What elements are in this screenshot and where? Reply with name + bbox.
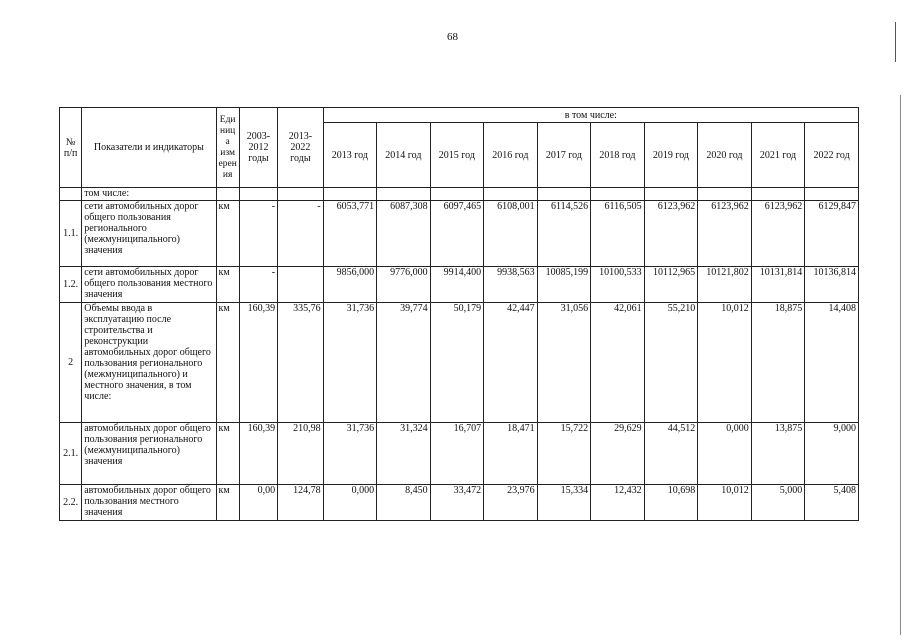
header-period-2013-2022: 2013- 2022 годы bbox=[278, 108, 323, 188]
row-year-value: 9,000 bbox=[805, 423, 859, 485]
header-period-2003-2012: 2003- 2012 годы bbox=[239, 108, 277, 188]
row-year-value: 10121,802 bbox=[698, 267, 752, 303]
row-year-value: 10,012 bbox=[698, 485, 752, 521]
header-year: 2020 год bbox=[698, 123, 752, 188]
row-unit: км bbox=[216, 485, 239, 521]
header-year: 2016 год bbox=[484, 123, 538, 188]
row-year-value: 23,976 bbox=[484, 485, 538, 521]
row-year-value: 6053,771 bbox=[323, 201, 377, 267]
row-label: сети автомобильных дорог общего пользования местного значения bbox=[82, 267, 216, 303]
row-year-value: 16,707 bbox=[430, 423, 484, 485]
row-year-value: 9856,000 bbox=[323, 267, 377, 303]
row-year-value: 6123,962 bbox=[698, 201, 752, 267]
row-year-value: 6108,001 bbox=[484, 201, 538, 267]
row-number: 2.1. bbox=[60, 423, 82, 485]
row-year-value: 8,450 bbox=[377, 485, 431, 521]
row-year-value: 9914,400 bbox=[430, 267, 484, 303]
header-year: 2021 год bbox=[751, 123, 805, 188]
table-row bbox=[60, 423, 859, 485]
row-period-2013-2022: - bbox=[278, 201, 323, 267]
header-year: 2015 год bbox=[430, 123, 484, 188]
row-year-value: 33,472 bbox=[430, 485, 484, 521]
row-label: сети автомобильных дорог общего пользования регионального (межмуниципального) значения bbox=[82, 201, 216, 267]
row-label: автомобильных дорог общего пользования регионального (межмуниципального) значения bbox=[82, 423, 216, 485]
row-year-value: 6129,847 bbox=[805, 201, 859, 267]
row-year-value: 6097,465 bbox=[430, 201, 484, 267]
row-period-2003-2012: - bbox=[239, 201, 277, 267]
row-period-2003-2012: - bbox=[239, 267, 277, 303]
row-year-value: 39,774 bbox=[377, 303, 431, 423]
header-year: 2014 год bbox=[377, 123, 431, 188]
row-label: автомобильных дорог общего пользования местного значения bbox=[82, 485, 216, 521]
row-period-2013-2022 bbox=[278, 267, 323, 303]
row-year-value: 18,471 bbox=[484, 423, 538, 485]
row-year-value: 9776,000 bbox=[377, 267, 431, 303]
header-row-top bbox=[60, 108, 859, 123]
row-year-value: 10112,965 bbox=[644, 267, 698, 303]
row-year-value: 6123,962 bbox=[644, 201, 698, 267]
table-row bbox=[60, 201, 859, 267]
row-unit: км bbox=[216, 267, 239, 303]
header-unit: Еди ниц а изм ерен ия bbox=[216, 108, 239, 188]
row-year-value: 6087,308 bbox=[377, 201, 431, 267]
row-year-value: 9938,563 bbox=[484, 267, 538, 303]
row-year-value: 50,179 bbox=[430, 303, 484, 423]
indicators-table bbox=[59, 107, 859, 521]
table-row bbox=[60, 303, 859, 423]
row-year-value: 29,629 bbox=[591, 423, 645, 485]
header-indicator: Показатели и индикаторы bbox=[82, 108, 216, 188]
row-period-2013-2022: 335,76 bbox=[278, 303, 323, 423]
row-year-value: 42,447 bbox=[484, 303, 538, 423]
row-unit: км bbox=[216, 201, 239, 267]
row-year-value: 31,736 bbox=[323, 303, 377, 423]
row-period-2003-2012: 0,00 bbox=[239, 485, 277, 521]
row-period-2003-2012: 160,39 bbox=[239, 423, 277, 485]
row-year-value: 13,875 bbox=[751, 423, 805, 485]
row-year-value: 6116,505 bbox=[591, 201, 645, 267]
row-year-value: 10131,814 bbox=[751, 267, 805, 303]
row-period-2013-2022: 210,98 bbox=[278, 423, 323, 485]
subheader-row bbox=[60, 188, 859, 201]
row-year-value: 14,408 bbox=[805, 303, 859, 423]
header-year: 2018 год bbox=[591, 123, 645, 188]
row-number: 1.2. bbox=[60, 267, 82, 303]
row-year-value: 0,000 bbox=[698, 423, 752, 485]
scan-edge-line bbox=[900, 95, 901, 635]
subheader-label: том числе: bbox=[82, 188, 216, 201]
table-row bbox=[60, 485, 859, 521]
page-number: 68 bbox=[447, 31, 458, 43]
header-year: 2019 год bbox=[644, 123, 698, 188]
row-number: 2.2. bbox=[60, 485, 82, 521]
header-year: 2022 год bbox=[805, 123, 859, 188]
row-year-value: 10136,814 bbox=[805, 267, 859, 303]
row-number: 1.1. bbox=[60, 201, 82, 267]
row-year-value: 10085,199 bbox=[537, 267, 591, 303]
row-year-value: 5,000 bbox=[751, 485, 805, 521]
row-year-value: 31,736 bbox=[323, 423, 377, 485]
row-period-2003-2012: 160,39 bbox=[239, 303, 277, 423]
row-year-value: 6123,962 bbox=[751, 201, 805, 267]
header-num: № п/п bbox=[60, 108, 82, 188]
row-year-value: 31,056 bbox=[537, 303, 591, 423]
table-row bbox=[60, 267, 859, 303]
row-year-value: 18,875 bbox=[751, 303, 805, 423]
row-year-value: 15,334 bbox=[537, 485, 591, 521]
row-year-value: 5,408 bbox=[805, 485, 859, 521]
header-including: в том числе: bbox=[323, 108, 858, 123]
row-year-value: 44,512 bbox=[644, 423, 698, 485]
row-year-value: 6114,526 bbox=[537, 201, 591, 267]
header-year: 2013 год bbox=[323, 123, 377, 188]
row-period-2013-2022: 124,78 bbox=[278, 485, 323, 521]
row-year-value: 15,722 bbox=[537, 423, 591, 485]
row-year-value: 0,000 bbox=[323, 485, 377, 521]
row-year-value: 10100,533 bbox=[591, 267, 645, 303]
row-year-value: 42,061 bbox=[591, 303, 645, 423]
row-unit: км bbox=[216, 423, 239, 485]
header-year: 2017 год bbox=[537, 123, 591, 188]
row-year-value: 10,012 bbox=[698, 303, 752, 423]
row-number: 2 bbox=[60, 303, 82, 423]
row-unit: км bbox=[216, 303, 239, 423]
scan-edge-mark bbox=[895, 22, 896, 62]
row-year-value: 12,432 bbox=[591, 485, 645, 521]
row-label: Объемы ввода в эксплуатацию после строительства и реконструкции автомобильных дорог общего пользования регионального (межмуниципального) и местного значения, в том числе: bbox=[82, 303, 216, 423]
table-body bbox=[60, 201, 859, 521]
row-year-value: 31,324 bbox=[377, 423, 431, 485]
row-year-value: 10,698 bbox=[644, 485, 698, 521]
row-year-value: 55,210 bbox=[644, 303, 698, 423]
